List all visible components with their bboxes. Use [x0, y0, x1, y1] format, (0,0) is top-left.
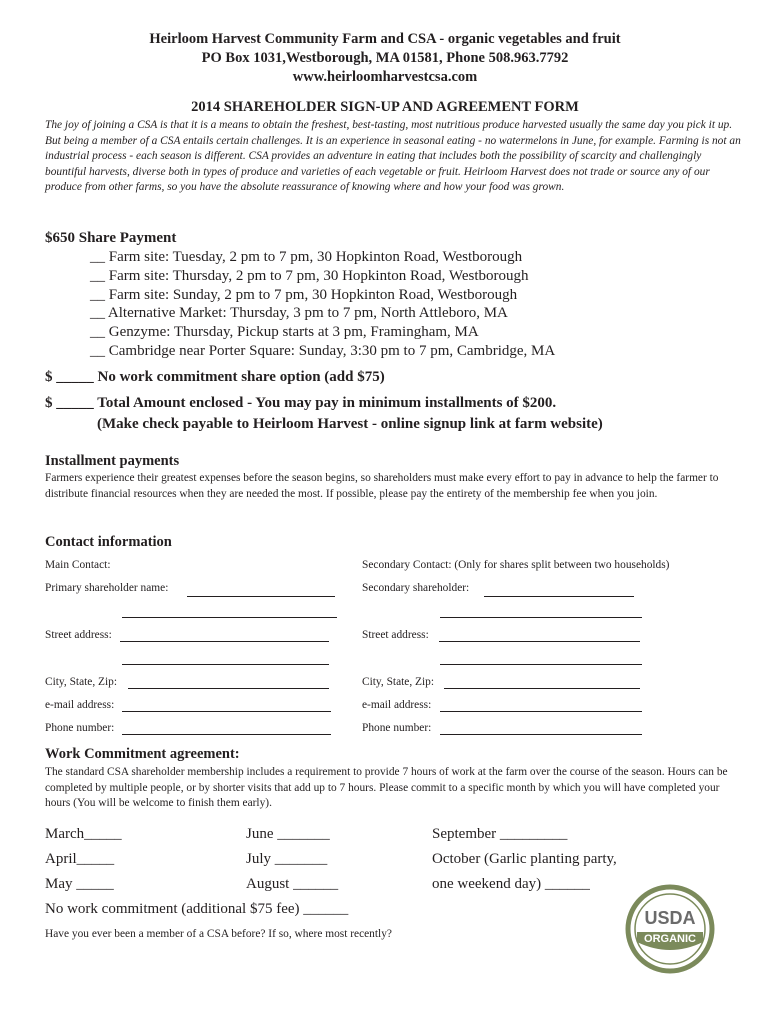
share-option[interactable]: __ Farm site: Thursday, 2 pm to 7 pm, 30 Hopkinton Road, Westborough [90, 268, 529, 284]
primary-phone-field[interactable] [122, 734, 331, 735]
secondary-name-field[interactable] [484, 596, 634, 597]
organic-text: ORGANIC [644, 933, 696, 945]
share-option[interactable]: __ Cambridge near Porter Square: Sunday, 3:30 pm to 7 pm, Cambridge, MA [90, 343, 556, 359]
farm-website: www.heirloomharvestcsa.com [292, 69, 478, 85]
secondary-email-field[interactable] [440, 711, 642, 712]
installment-title: Installment payments [45, 453, 180, 469]
farm-name-heading: Heirloom Harvest Community Farm and CSA - organic vegetables and fruit [149, 31, 621, 47]
primary-email-label: e-mail address: [45, 699, 115, 711]
no-work-option[interactable]: $ _____ No work commitment share option (add $75) [45, 369, 385, 385]
secondary-street-field[interactable] [439, 641, 640, 642]
primary-email-field[interactable] [122, 711, 331, 712]
primary-name-label: Primary shareholder name: [45, 582, 169, 594]
primary-street-field[interactable] [120, 641, 329, 642]
month-june[interactable]: June _______ [246, 826, 330, 842]
share-option[interactable]: __ Genzyme: Thursday, Pickup starts at 3 pm, Framingham, MA [90, 324, 479, 340]
month-october[interactable]: October (Garlic planting party, [432, 851, 617, 867]
total-amount[interactable]: $ _____ Total Amount enclosed - You may pay in minimum installments of $200. [45, 395, 557, 411]
month-august[interactable]: August ______ [246, 876, 339, 892]
primary-street-field-2[interactable] [122, 664, 329, 665]
share-payment-title: $650 Share Payment [45, 230, 177, 246]
share-option[interactable]: __ Farm site: Tuesday, 2 pm to 7 pm, 30 Hopkinton Road, Westborough [90, 249, 523, 265]
primary-city-field[interactable] [128, 688, 329, 689]
farm-address: PO Box 1031,Westborough, MA 01581, Phone 508.963.7792 [201, 50, 569, 66]
usda-text: USDA [644, 908, 696, 928]
usda-organic-logo [625, 884, 715, 974]
secondary-name-field-2[interactable] [440, 617, 642, 618]
share-option[interactable]: __ Alternative Market: Thursday, 3 pm to 7 pm, North Attleboro, MA [90, 305, 508, 321]
work-title: Work Commitment agreement: [45, 746, 240, 762]
month-may[interactable]: May _____ [45, 876, 114, 892]
csa-history-question: Have you ever been a member of a CSA before? If so, where most recently? [45, 928, 392, 940]
form-title: 2014 SHAREHOLDER SIGN-UP AND AGREEMENT FORM [191, 99, 579, 115]
month-march[interactable]: March_____ [45, 826, 122, 842]
month-april[interactable]: April_____ [45, 851, 115, 867]
primary-phone-label: Phone number: [45, 722, 115, 734]
intro-paragraph: The joy of joining a CSA is that it is a means to obtain the freshest, best-tasting, most nutritious produce harvested usually the same day you pick it up. But being a member of a CSA entails certain challenges. It is an experience in seasonal eating - no watermelons in June, for example. Farming is not an industrial process - each season is different. CSA provides an adventure in eating that includes both the possibility of scarcity and challengingly bountiful harvests, diverse both in types of produce and varieties of each vegetable or fruit. Heirloom Harvest does not trade or source any of our produce from other farms, so you have the absolute reassurance of knowing where and how your food was grown. [45, 119, 741, 194]
contact-title: Contact information [45, 534, 172, 550]
primary-city-label: City, State, Zip: [45, 676, 118, 688]
secondary-street-field-2[interactable] [440, 664, 642, 665]
secondary-name-label: Secondary shareholder: [362, 582, 470, 594]
secondary-email-label: e-mail address: [362, 699, 432, 711]
secondary-street-label: Street address: [362, 629, 429, 641]
secondary-contact-label: Secondary Contact: (Only for shares split between two households) [362, 559, 670, 571]
secondary-city-label: City, State, Zip: [362, 676, 435, 688]
primary-name-field-2[interactable] [122, 617, 337, 618]
primary-street-label: Street address: [45, 629, 112, 641]
primary-name-field[interactable] [187, 596, 335, 597]
secondary-city-field[interactable] [444, 688, 640, 689]
main-contact-label: Main Contact: [45, 559, 111, 571]
secondary-phone-field[interactable] [440, 734, 642, 735]
share-option[interactable]: __ Farm site: Sunday, 2 pm to 7 pm, 30 Hopkinton Road, Westborough [90, 287, 518, 303]
check-note: (Make check payable to Heirloom Harvest - online signup link at farm website) [97, 416, 603, 432]
work-text: The standard CSA shareholder membership includes a requirement to provide 7 hours of work at the farm over the course of the season. Hours can be completed by multiple people, or by shorter visits that add up to 7 hours. Please commit to a specific month by which you will have completed your hours (You will be welcome to finish them early). [45, 766, 728, 810]
month-september[interactable]: September _________ [432, 826, 568, 842]
no-work-commitment[interactable]: No work commitment (additional $75 fee) ______ [45, 901, 349, 917]
month-july[interactable]: July _______ [246, 851, 328, 867]
secondary-phone-label: Phone number: [362, 722, 432, 734]
installment-text: Farmers experience their greatest expenses before the season begins, so shareholders must make every effort to pay in advance to help the farmer to distribute financial resources when they are needed the most. If possible, please pay the entirety of the membership fee when you join. [45, 472, 719, 500]
month-october-detail: one weekend day) ______ [432, 876, 590, 892]
